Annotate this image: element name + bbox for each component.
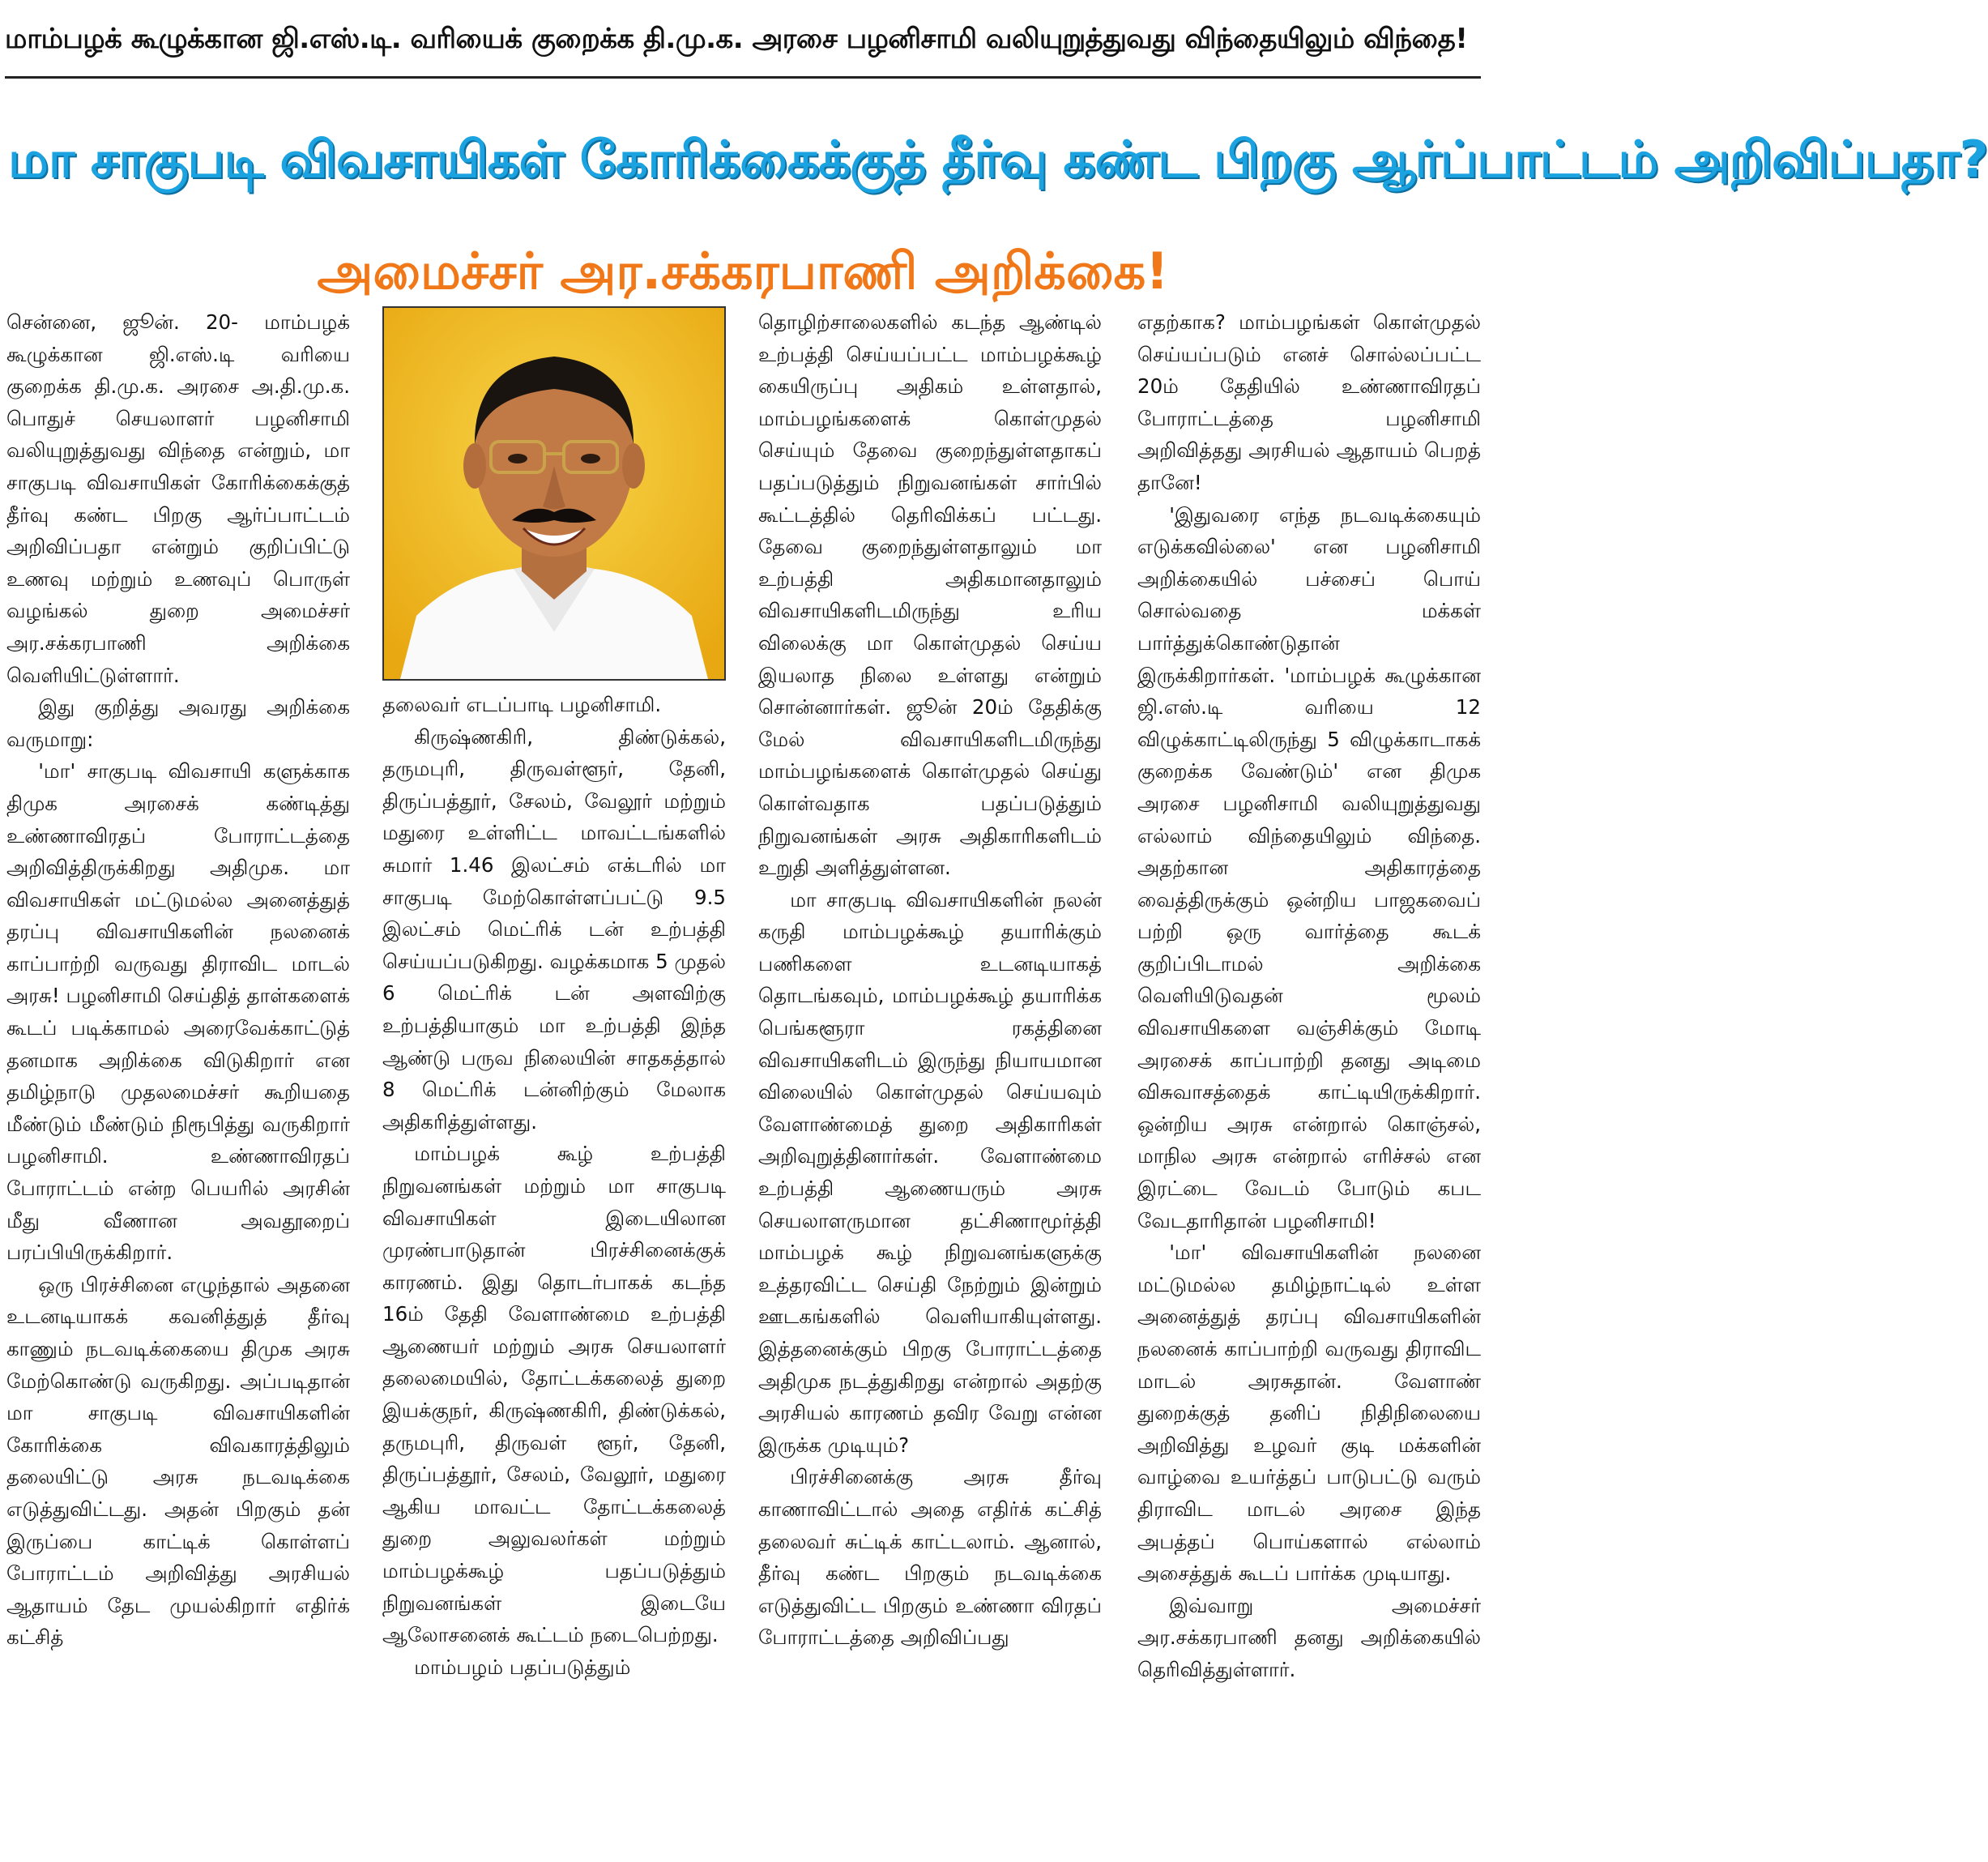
top-headline: மாம்பழக் கூழுக்கான ஜி.எஸ்.டி. வரியைக் குறைக்க தி.மு.க. அரசை பழனிசாமி வலியுறுத்துவது விந்தையிலும் விந்தை! xyxy=(5,23,1468,55)
paragraph: மா சாகுபடி விவசாயிகளின் நலன் கருதி மாம்பழக்கூழ் தயாரிக்கும் பணிகளை உடனடியாகத் தொடங்கவும், மாம்பழக்கூழ் தயாரிக்க பெங்களூரா ரகத்தினை விவசாயிகளிடம் இருந்து நியாயமான விலையில் கொள்முதல் செய்யவும் வேளாண்மைத் துறை அதிகாரிகள் அறிவுறுத்தினார்கள். வேளாண்மை உற்பத்தி ஆணையரும் அரசு செயலாளருமான தட்சிணாமூர்த்தி மாம்பழக் கூழ் நிறுவனங்களுக்கு உத்தரவிட்ட செய்தி நேற்றும் இன்றும் ஊடகங்களில் வெளியாகியுள்ளது. இத்தனைக்கும் பிறகு போராட்டத்தை அதிமுக நடத்துகிறது என்றால் அதற்கு அரசியல் காரணம் தவிர வேறு என்ன இருக்க முடியும்? xyxy=(758,887,1102,1457)
paragraph: 'மா' சாகுபடி விவசாயி களுக்காக திமுக அரசைக் கண்டித்து உண்ணாவிரதப் போராட்டத்தை அறிவித்திருக்கிறது அதிமுக. மா விவசாயிகள் மட்டுமல்ல அனைத்துத் தரப்பு விவசாயிகளின் நலனைக் காப்பாற்றி வருவது திராவிட மாடல் அரசு! பழனிசாமி செய்தித் தாள்களைக் கூடப் படிக்காமல் அரைவேக்காட்டுத் தனமாக அறிக்கை விடுகிறார் என தமிழ்நாடு முதலமைச்சர் கூறியதை மீண்டும் மீண்டும் நிரூபித்து வருகிறார் பழனிசாமி. உண்ணாவிரதப் போராட்டம் என்ற பெயரில் அரசின் மீது வீணான அவதூறைப் பரப்பியிருக்கிறார். xyxy=(6,759,350,1265)
article-column-4 xyxy=(1137,306,1481,1854)
paragraph: மாம்பழம் பதப்படுத்தும் xyxy=(414,1655,631,1679)
article-column-1 xyxy=(6,306,350,1854)
paragraph: எதற்காக? மாம்பழங்கள் கொள்முதல் செய்யப்படும் எனச் சொல்லப்பட்ட 20ம் தேதியில் உண்ணாவிரதப் போராட்டத்தை பழனிசாமி அறிவித்தது அரசியல் ஆதாயம் பெறத் தானே! xyxy=(1137,310,1481,494)
article-column-2 xyxy=(382,306,726,1854)
paragraph: இவ்வாறு அமைச்சர் அர.சக்கரபாணி தனது அறிக்கையில் தெரிவித்துள்ளார். xyxy=(1137,1593,1481,1681)
paragraph: இது குறித்து அவரது அறிக்கை வருமாறு: xyxy=(6,695,350,751)
paragraph: 'இதுவரை எந்த நடவடிக்கையும் எடுக்கவில்லை' என பழனிசாமி அறிக்கையில் பச்சைப் பொய் சொல்வதை மக்கள் பார்த்துக்கொண்டுதான் இருக்கிறார்கள். 'மாம்பழக் கூழுக்கான ஜி.எஸ்.டி வரியை 12 விழுக்காட்டிலிருந்து 5 விழுக்காடாகக் குறைக்க வேண்டும்' என திமுக அரசை பழனிசாமி வலியுறுத்துவது எல்லாம் விந்தையிலும் விந்தை. அதற்கான அதிகாரத்தை வைத்திருக்கும் ஒன்றிய பாஜகவைப் பற்றி ஒரு வார்த்தை கூடக் குறிப்பிடாமல் அறிக்கை வெளியிடுவதன் மூலம் விவசாயிகளை வஞ்சிக்கும் மோடி அரசைக் காப்பாற்றி தனது அடிமை விசுவாசத்தைக் காட்டியிருக்கிறார். ஒன்றிய அரசு என்றால் கொஞ்சல், மாநில அரசு என்றால் எரிச்சல் என இரட்டை வேடம் போடும் கபட வேடதாரிதான் பழனிசாமி! xyxy=(1137,502,1481,1232)
minister-photo xyxy=(382,306,726,681)
paragraph: சென்னை, ஜூன். 20- மாம்பழக் கூழுக்கான ஜி.எஸ்.டி வரியை குறைக்க தி.மு.க. அரசை அ.தி.மு.க. பொதுச் செயலாளர் பழனிசாமி வலியுறுத்துவது விந்தை என்றும், மா சாகுபடி விவசாயிகள் கோரிக்கைக்குத் தீர்வு கண்ட பிறகு ஆர்ப்பாட்டம் அறிவிப்பதா என்றும் குறிப்பிட்டு உணவு மற்றும் உணவுப் பொருள் வழங்கல் துறை அமைச்சர் அர.சக்கரபாணி அறிக்கை வெளியிட்டுள்ளார். xyxy=(6,310,350,687)
portrait-image xyxy=(384,308,724,679)
paragraph: தொழிற்சாலைகளில் கடந்த ஆண்டில் உற்பத்தி செய்யப்பட்ட மாம்பழக்கூழ் கையிருப்பு அதிகம் உள்ளதால், மாம்பழங்களைக் கொள்முதல் செய்யும் தேவை குறைந்துள்ளதாகப் பதப்படுத்தும் நிறுவனங்கள் சார்பில் கூட்டத்தில் தெரிவிக்கப் பட்டது. தேவை குறைந்துள்ளதாலும் மா உற்பத்தி அதிகமானதாலும் விவசாயிகளிடமிருந்து உரிய விலைக்கு மா கொள்முதல் செய்ய இயலாத நிலை உள்ளது என்றும் சொன்னார்கள். ஜூன் 20ம் தேதிக்கு மேல் விவசாயிகளிடமிருந்து மாம்பழங்களைக் கொள்முதல் செய்து கொள்வதாக பதப்படுத்தும் நிறுவனங்கள் அரசு அதிகாரிகளிடம் உறுதி அளித்துள்ளன. xyxy=(758,310,1102,880)
main-headline: மா சாகுபடி விவசாயிகள் கோரிக்கைக்குத் தீர்வு கண்ட பிறகு ஆர்ப்பாட்டம் அறிவிப்பதா? xyxy=(8,130,1988,189)
headline-divider xyxy=(5,76,1481,79)
article-column-3 xyxy=(758,306,1102,1854)
paragraph: பிரச்சினைக்கு அரசு தீர்வு காணாவிட்டால் அதை எதிர்க் கட்சித் தலைவர் சுட்டிக் காட்டலாம். ஆனால், தீர்வு கண்ட பிறகும் நடவடிக்கை எடுத்துவிட்ட பிறகும் உண்ணா விரதப் போராட்டத்தை அறிவிப்பது xyxy=(758,1465,1102,1650)
paragraph: தலைவர் எடப்பாடி பழனிசாமி. xyxy=(382,693,662,716)
paragraph: 'மா' விவசாயிகளின் நலனை மட்டுமல்ல தமிழ்நாட்டில் உள்ள அனைத்துத் தரப்பு விவசாயிகளின் நலனைக் காப்பாற்றி வருவது திராவிட மாடல் அரசுதான். வேளாண் துறைக்குத் தனிப் நிதிநிலையை அறிவித்து உழவர் குடி மக்களின் வாழ்வை உயர்த்தப் பாடுபட்டு வரும் திராவிட மாடல் அரசை இந்த அபத்தப் பொய்களால் எல்லாம் அசைத்துக் கூடப் பார்க்க முடியாது. xyxy=(1137,1241,1481,1586)
paragraph: மாம்பழக் கூழ் உற்பத்தி நிறுவனங்கள் மற்றும் மா சாகுபடி விவசாயிகள் இடையிலான முரண்பாடுதான் பிரச்சினைக்குக் காரணம். இது தொடர்பாகக் கடந்த 16ம் தேதி வேளாண்மை உற்பத்தி ஆணையர் மற்றும் அரசு செயலாளர் தலைமையில், தோட்டக்கலைத் துறை இயக்குநர், கிருஷ்ணகிரி, திண்டுக்கல், தருமபுரி, திருவள் ளூர், தேனி, திருப்பத்தூர், சேலம், வேலூர், மதுரை ஆகிய மாவட்ட தோட்டக்கலைத் துறை அலுவலர்கள் மற்றும் மாம்பழக்கூழ் பதப்படுத்தும் நிறுவனங்கள் இடையே ஆலோசனைக் கூட்டம் நடைபெற்றது. xyxy=(382,1142,726,1647)
paragraph: ஒரு பிரச்சினை எழுந்தால் அதனை உடனடியாகக் கவனித்துத் தீர்வு காணும் நடவடிக்கையை திமுக அரசு மேற்கொண்டு வருகிறது. அப்படிதான் மா சாகுபடி விவசாயிகளின் கோரிக்கை விவகாரத்திலும் தலையிட்டு அரசு நடவடிக்கை எடுத்துவிட்டது. அதன் பிறகும் தன் இருப்பை காட்டிக் கொள்ளப் போராட்டம் அறிவித்து அரசியல் ஆதாயம் தேட முயல்கிறார் எதிர்க் கட்சித் xyxy=(6,1272,350,1650)
paragraph: கிருஷ்ணகிரி, திண்டுக்கல், தருமபுரி, திருவள்ளூர், தேனி, திருப்பத்தூர், சேலம், வேலூர் மற்றும் மதுரை உள்ளிட்ட மாவட்டங்களில் சுமார் 1.46 இலட்சம் எக்டரில் மா சாகுபடி மேற்கொள்ளப்பட்டு 9.5 இலட்சம் மெட்ரிக் டன் உற்பத்தி செய்யப்படுகிறது. வழக்கமாக 5 முதல் 6 மெட்ரிக் டன் அளவிற்கு உற்பத்தியாகும் மா உற்பத்தி இந்த ஆண்டு பருவ நிலையின் சாதகத்தால் 8 மெட்ரிக் டன்னிற்கும் மேலாக அதிகரித்துள்ளது. xyxy=(382,724,726,1134)
sub-headline: அமைச்சர் அர.சக்கரபாணி அறிக்கை! xyxy=(317,241,1169,301)
